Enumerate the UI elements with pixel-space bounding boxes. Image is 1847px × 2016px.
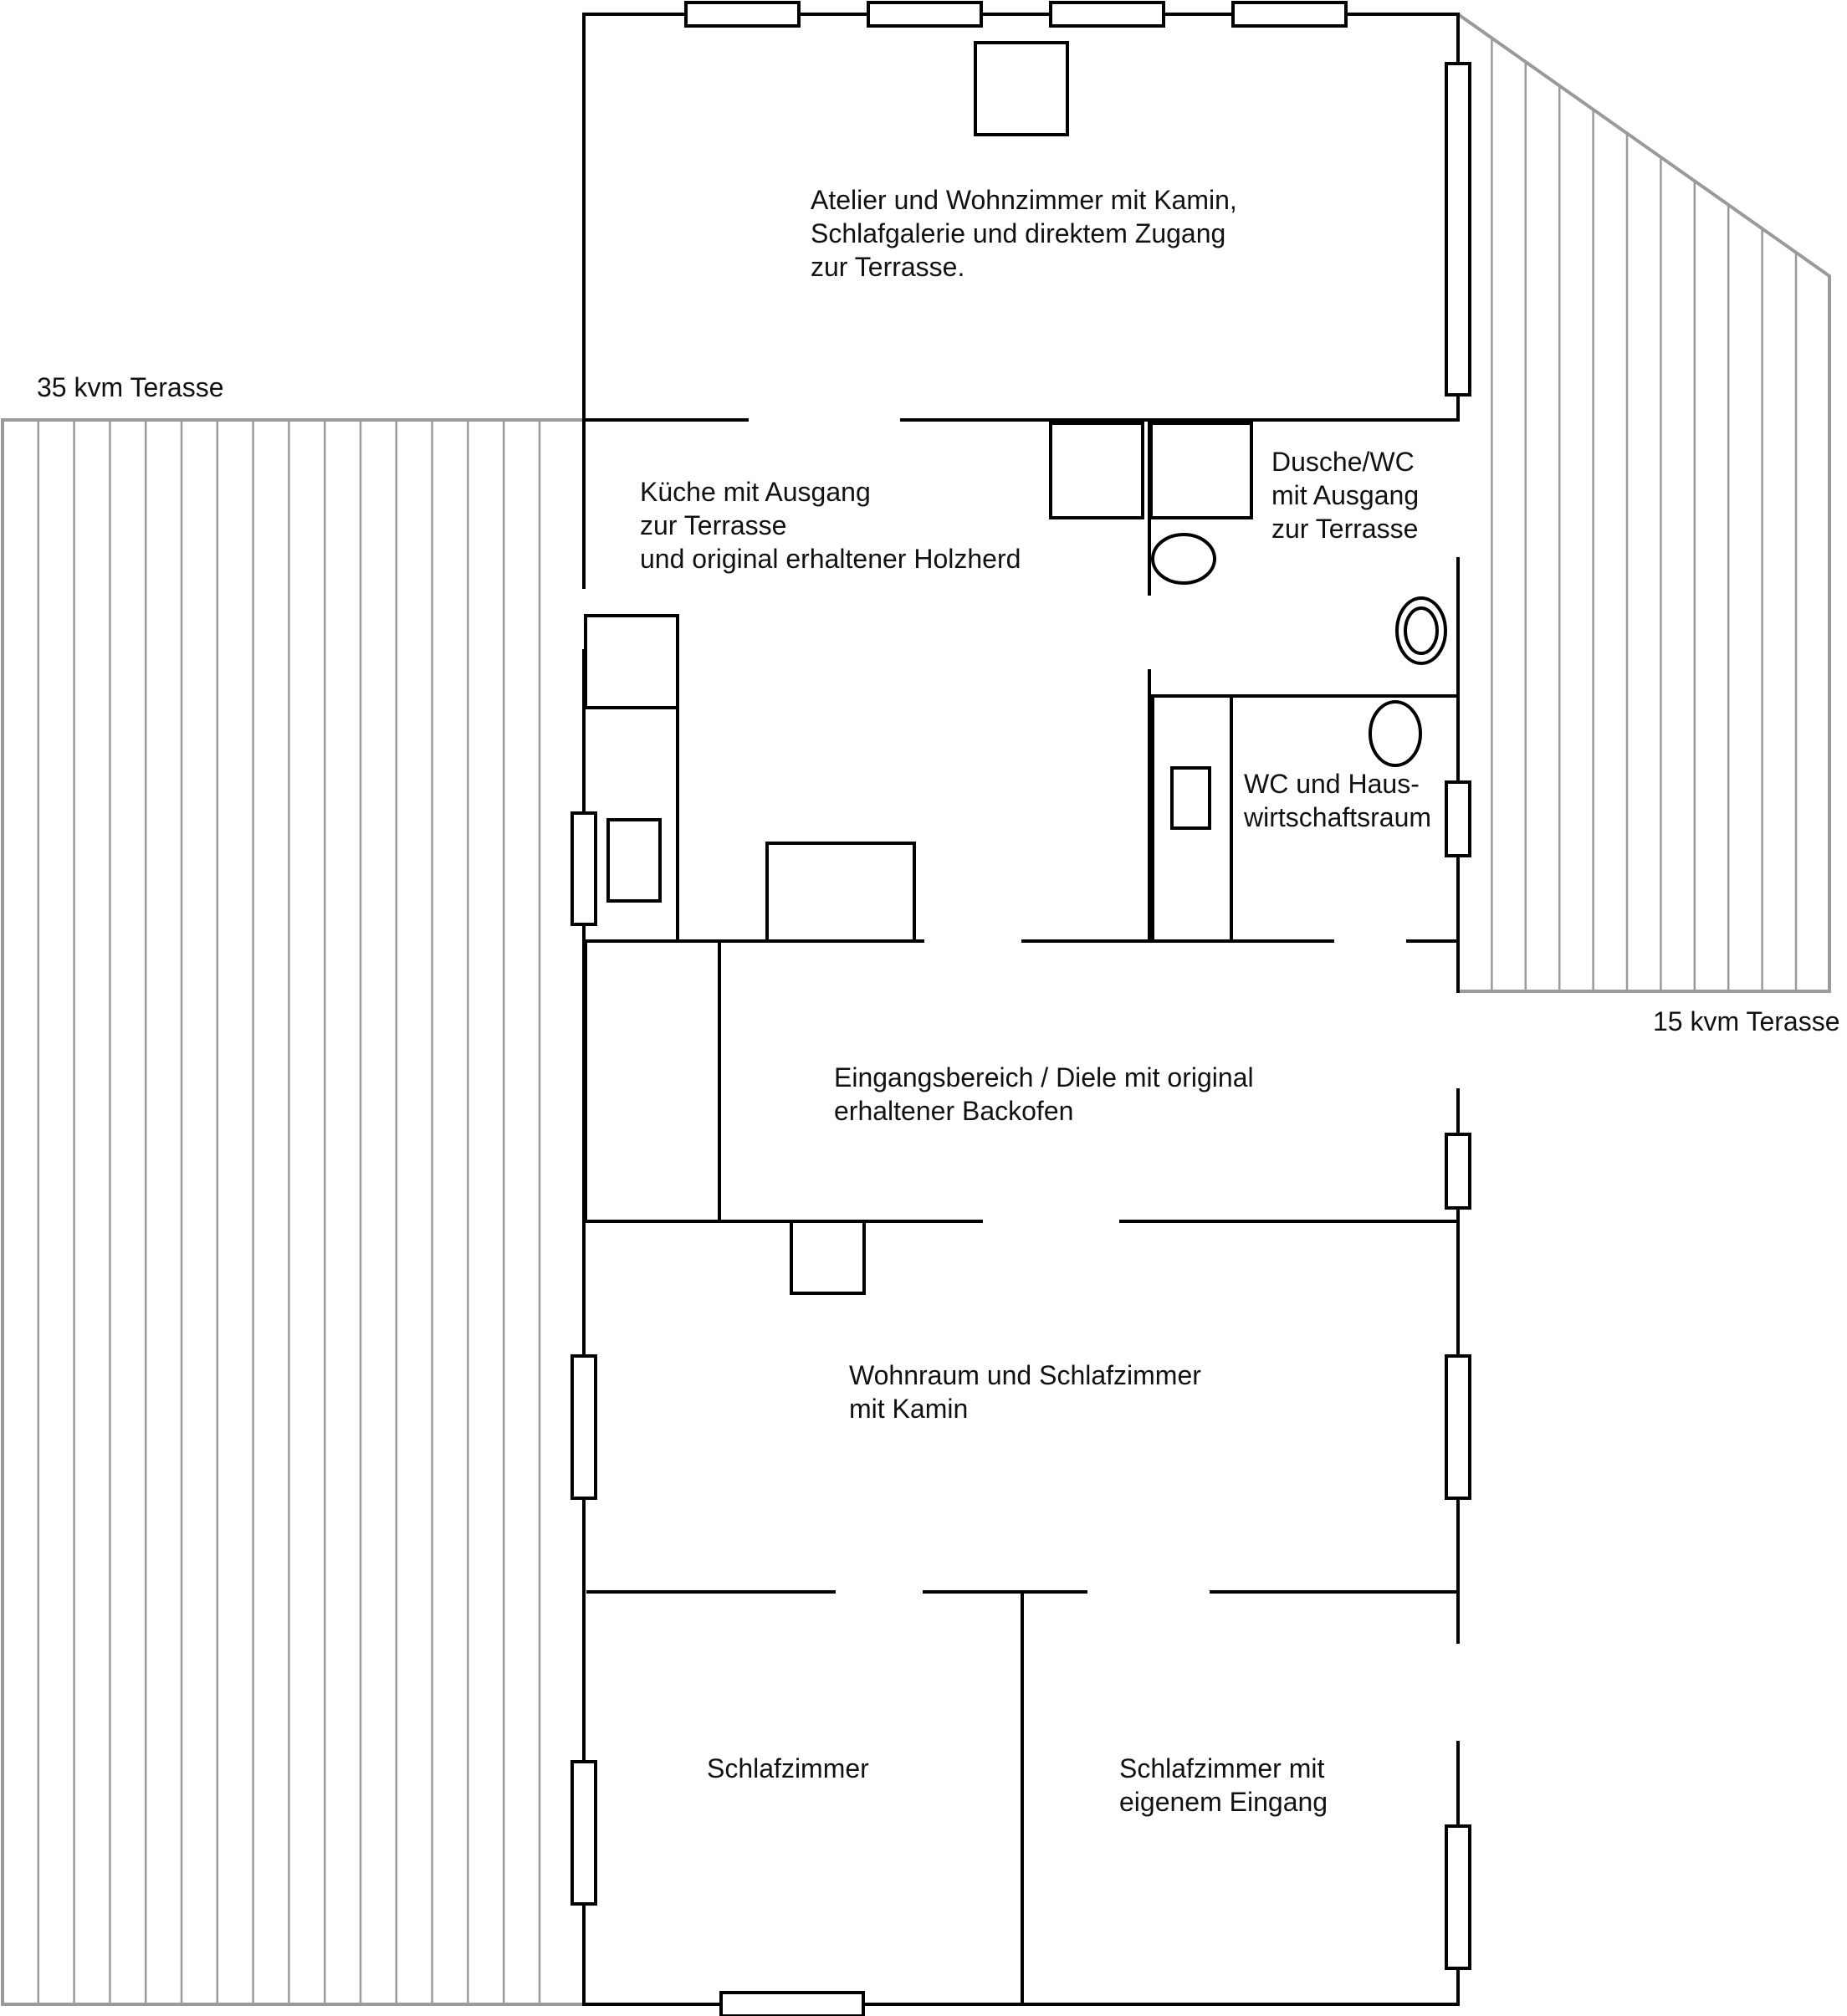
wood-stove: [767, 843, 914, 941]
sink: [608, 820, 660, 901]
label-wohnraum: Wohnraum und Schlafzimmer mit Kamin: [849, 1360, 1201, 1424]
terrace-east-decking: [1458, 14, 1829, 991]
label-schlafzimmer-eingang: Schlafzimmer mit eigenem Eingang: [1119, 1753, 1328, 1817]
label-wc: WC und Haus- wirtschaftsraum: [1244, 769, 1432, 832]
label-terrace-west: 35 kvm Terasse: [37, 372, 224, 402]
label-dusche: Dusche/WC mit Ausgang zur Terrasse: [1271, 447, 1420, 544]
bread-oven: [586, 941, 719, 1221]
kitchen-counter-upper: [586, 616, 678, 708]
toilet-dusche: [1153, 535, 1215, 583]
label-atelier: Atelier und Wohnzimmer mit Kamin, Schlafgalerie und direktem Zugang zur Terrasse.: [811, 185, 1237, 282]
fireplace-wohnraum: [791, 1221, 864, 1293]
label-schlafzimmer: Schlafzimmer: [707, 1753, 869, 1783]
vanity: [1151, 423, 1251, 518]
toilet-wc: [1370, 702, 1420, 765]
shower-tray: [1051, 423, 1143, 518]
terrace-west-decking: [3, 420, 583, 2004]
label-terrace-east: 15 kvm Terasse: [1653, 1006, 1840, 1036]
washbasin-dusche-inner: [1405, 608, 1437, 653]
label-kueche: Küche mit Ausgang zur Terrasse und original erhaltener Holzherd: [640, 477, 1021, 574]
fireplace-atelier: [975, 43, 1067, 135]
label-eingang: Eingangsbereich / Diele mit original erhaltener Backofen: [834, 1062, 1254, 1126]
washing-machine: [1172, 768, 1210, 828]
